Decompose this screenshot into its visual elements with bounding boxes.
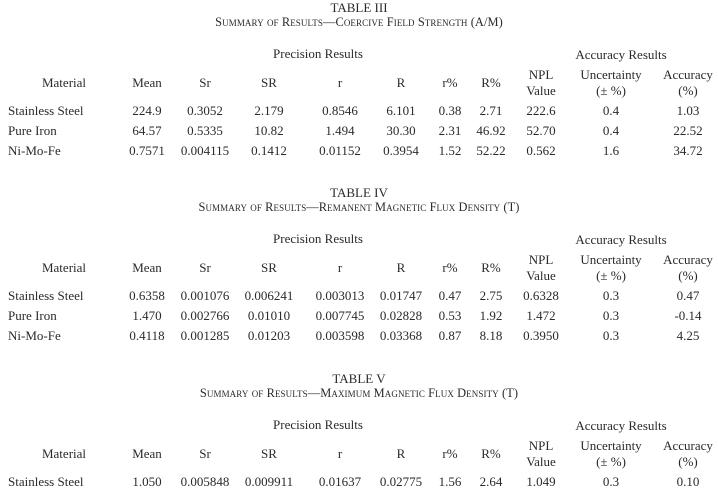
col-sR: SR <box>261 446 277 461</box>
table-title: TABLE III <box>330 0 388 15</box>
col-npl-line2: Value <box>526 83 556 98</box>
col-sr: Sr <box>199 260 211 275</box>
cell-mean: 0.4118 <box>129 328 165 343</box>
precision-results-header: Precision Results <box>273 46 363 61</box>
col-uncertainty-line2: (± %) <box>596 454 626 469</box>
col-sR: SR <box>261 260 277 275</box>
col-mean: Mean <box>132 260 162 275</box>
cell-npl: 1.049 <box>526 474 556 489</box>
cell-r: 0.007745 <box>315 308 365 323</box>
col-accuracy <box>663 67 713 99</box>
cell-npl: 0.562 <box>526 143 556 158</box>
cell-r: 0.8546 <box>322 103 358 118</box>
col-R-pct: R% <box>481 75 501 90</box>
col-npl-value <box>526 438 556 470</box>
table-caption: Summary of Results—Maximum Magnetic Flux Density (T) <box>199 386 519 400</box>
cell-r: 0.01152 <box>319 143 361 158</box>
cell-r: 1.494 <box>325 123 355 138</box>
col-mean: Mean <box>132 75 162 90</box>
cell-accuracy: 0.47 <box>676 288 700 303</box>
precision-results-header: Precision Results <box>273 417 363 432</box>
col-accuracy-line2: (%) <box>678 454 698 469</box>
cell-uncertainty: 1.6 <box>602 143 620 158</box>
table-title: TABLE V <box>332 372 386 386</box>
col-uncertainty-line2: (± %) <box>596 83 626 98</box>
cell-R: 0.03368 <box>379 328 423 343</box>
cell-accuracy: 1.03 <box>676 103 700 118</box>
table-iii <box>0 1 718 161</box>
cell-sr: 0.001285 <box>180 328 230 343</box>
cell-uncertainty: 0.4 <box>602 123 620 138</box>
cell-R: 0.3954 <box>383 143 419 158</box>
col-r: r <box>337 260 343 275</box>
cell-accuracy: 0.10 <box>676 474 700 489</box>
cell-sr: 0.005848 <box>180 474 230 489</box>
col-npl-line2: Value <box>526 454 556 469</box>
col-uncertainty-line1: Uncertainty <box>580 67 642 82</box>
cell-npl: 0.3950 <box>523 328 559 343</box>
col-R-pct: R% <box>481 260 501 275</box>
cell-material: Stainless Steel <box>8 288 84 303</box>
col-r-pct: r% <box>442 75 458 90</box>
cell-R: 0.02775 <box>379 474 423 489</box>
col-sr: Sr <box>199 75 211 90</box>
cell-accuracy: -0.14 <box>674 308 702 323</box>
cell-r-pct: 0.47 <box>438 288 462 303</box>
cell-npl: 1.472 <box>526 308 556 323</box>
col-accuracy-line1: Accuracy <box>663 438 713 453</box>
col-npl-line2: Value <box>526 268 556 283</box>
table-iv <box>0 186 718 346</box>
cell-sr: 0.3052 <box>187 103 223 118</box>
cell-r-pct: 0.53 <box>438 308 462 323</box>
col-material: Material <box>41 260 87 275</box>
cell-r-pct: 0.38 <box>438 103 462 118</box>
table-v <box>0 372 718 496</box>
cell-sR: 0.01203 <box>247 328 291 343</box>
col-sr: Sr <box>199 446 211 461</box>
col-sR: SR <box>261 75 277 90</box>
cell-r: 0.01637 <box>318 474 362 489</box>
cell-r-pct: 1.52 <box>438 143 462 158</box>
cell-sR: 0.1412 <box>251 143 287 158</box>
cell-R: 0.01747 <box>379 288 423 303</box>
cell-mean: 224.9 <box>132 103 162 118</box>
cell-sr: 0.5335 <box>187 123 223 138</box>
cell-R-pct: 52.22 <box>476 143 506 158</box>
col-mean: Mean <box>132 446 162 461</box>
col-r: r <box>337 446 343 461</box>
cell-material: Stainless Steel <box>8 474 84 489</box>
cell-accuracy: 4.25 <box>676 328 700 343</box>
col-npl-line1: NPL <box>528 67 554 82</box>
col-uncertainty <box>580 67 641 99</box>
col-uncertainty <box>580 438 641 470</box>
cell-mean: 0.6358 <box>129 288 165 303</box>
col-npl-line1: NPL <box>528 438 554 453</box>
cell-sR: 10.82 <box>254 123 284 138</box>
col-R: R <box>396 260 406 275</box>
cell-r: 0.003013 <box>315 288 365 303</box>
col-npl-line1: NPL <box>528 252 554 267</box>
cell-mean: 1.050 <box>132 474 162 489</box>
col-accuracy-line1: Accuracy <box>663 67 713 82</box>
col-r-pct: r% <box>442 260 458 275</box>
col-uncertainty-line1: Uncertainty <box>580 438 642 453</box>
cell-material: Ni-Mo-Fe <box>8 328 61 343</box>
accuracy-results-header: Accuracy Results <box>575 47 667 62</box>
cell-r-pct: 1.56 <box>438 474 462 489</box>
cell-R-pct: 8.18 <box>479 328 503 343</box>
table-caption: Summary of Results—Remanent Magnetic Flux Density (T) <box>198 200 520 214</box>
col-accuracy-line2: (%) <box>678 83 698 98</box>
cell-npl: 0.6328 <box>523 288 559 303</box>
col-accuracy <box>663 438 713 470</box>
precision-results-header: Precision Results <box>273 231 363 246</box>
table-title: TABLE IV <box>330 185 388 200</box>
accuracy-results-header: Accuracy Results <box>575 418 667 433</box>
cell-R: 0.02828 <box>379 308 423 323</box>
cell-r: 0.003598 <box>315 328 365 343</box>
cell-material: Ni-Mo-Fe <box>8 143 61 158</box>
cell-material: Pure Iron <box>8 123 57 138</box>
cell-R-pct: 1.92 <box>479 308 503 323</box>
cell-uncertainty: 0.3 <box>602 474 620 489</box>
col-accuracy <box>663 252 713 284</box>
col-R-pct: R% <box>481 446 501 461</box>
cell-R-pct: 2.64 <box>479 474 503 489</box>
cell-R: 6.101 <box>386 103 416 118</box>
cell-accuracy: 34.72 <box>673 143 703 158</box>
col-uncertainty-line2: (± %) <box>596 268 626 283</box>
cell-uncertainty: 0.4 <box>602 103 620 118</box>
col-uncertainty-line1: Uncertainty <box>580 252 642 267</box>
col-accuracy-line2: (%) <box>678 268 698 283</box>
cell-mean: 64.57 <box>132 123 162 138</box>
table-caption: Summary of Results—Coercive Field Strength (A/M) <box>215 15 503 29</box>
col-uncertainty <box>580 252 641 284</box>
cell-mean: 0.7571 <box>129 143 165 158</box>
cell-material: Stainless Steel <box>8 103 84 118</box>
cell-R: 30.30 <box>386 123 416 138</box>
col-r: r <box>337 75 343 90</box>
cell-R-pct: 46.92 <box>476 123 506 138</box>
cell-R-pct: 2.71 <box>479 103 503 118</box>
cell-npl: 222.6 <box>526 103 556 118</box>
cell-uncertainty: 0.3 <box>602 288 620 303</box>
cell-sr: 0.002766 <box>180 308 230 323</box>
accuracy-results-header: Accuracy Results <box>575 232 667 247</box>
col-accuracy-line1: Accuracy <box>663 252 713 267</box>
cell-sr: 0.004115 <box>180 143 230 158</box>
cell-uncertainty: 0.3 <box>602 308 620 323</box>
col-R: R <box>396 446 406 461</box>
cell-r-pct: 0.87 <box>438 328 462 343</box>
col-material: Material <box>41 446 87 461</box>
col-npl-value <box>526 252 556 284</box>
cell-R-pct: 2.75 <box>479 288 503 303</box>
cell-npl: 52.70 <box>526 123 556 138</box>
cell-sr: 0.001076 <box>180 288 230 303</box>
col-r-pct: r% <box>442 446 458 461</box>
cell-sR: 0.006241 <box>244 288 294 303</box>
cell-mean: 1.470 <box>132 308 162 323</box>
cell-sR: 2.179 <box>254 103 284 118</box>
col-material: Material <box>41 75 87 90</box>
cell-sR: 0.01010 <box>247 308 291 323</box>
col-npl-value <box>526 67 556 99</box>
cell-sR: 0.009911 <box>244 474 294 489</box>
cell-uncertainty: 0.3 <box>602 328 620 343</box>
cell-r-pct: 2.31 <box>438 123 462 138</box>
col-R: R <box>396 75 406 90</box>
cell-accuracy: 22.52 <box>673 123 703 138</box>
cell-material: Pure Iron <box>8 308 57 323</box>
